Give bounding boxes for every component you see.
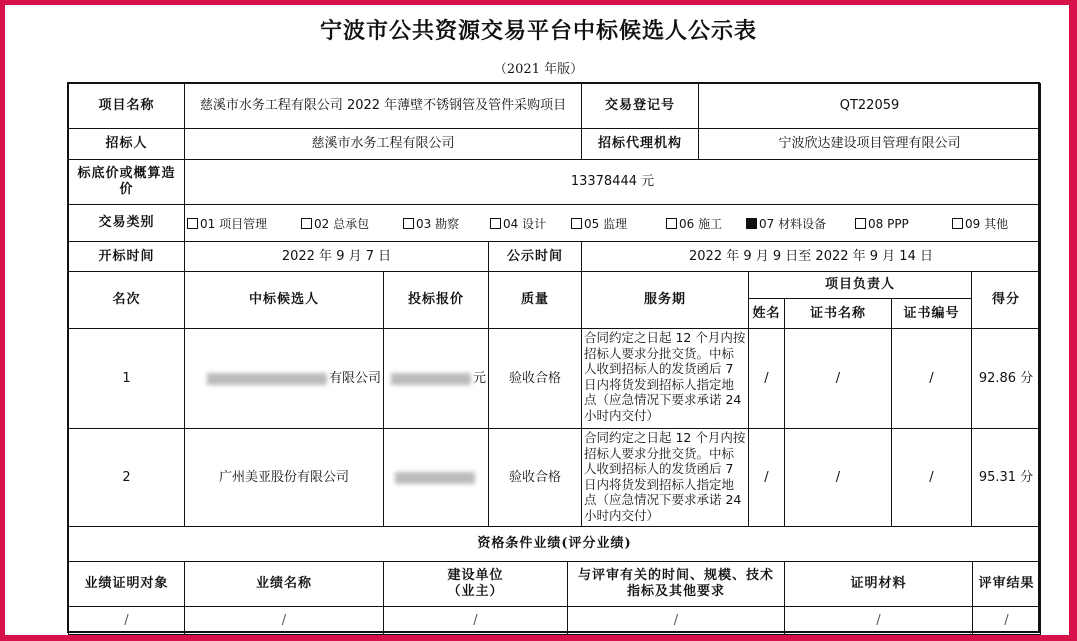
option-label: 01 项目管理 bbox=[200, 216, 268, 231]
manager-name-cell: / bbox=[748, 428, 785, 527]
option-label: 03 勘察 bbox=[416, 216, 460, 231]
category-options bbox=[184, 204, 1041, 242]
option-label: 07 材料设备 bbox=[759, 216, 827, 231]
category-option[interactable] bbox=[855, 205, 909, 242]
cert-no-header: 证书编号 bbox=[891, 298, 972, 329]
candidate-header: 中标候选人 bbox=[184, 271, 384, 329]
quality-header: 质量 bbox=[488, 271, 582, 329]
public-time-label: 公示时间 bbox=[488, 241, 582, 272]
category-option[interactable] bbox=[952, 205, 1008, 242]
announcement-table bbox=[67, 82, 1040, 633]
manager-name-header: 姓名 bbox=[748, 298, 785, 329]
registration-label: 交易登记号 bbox=[581, 83, 699, 129]
redacted-text bbox=[395, 472, 475, 484]
agent-label: 招标代理机构 bbox=[581, 128, 699, 160]
qual-header: 业绩证明对象 bbox=[68, 561, 185, 607]
qual-header: 业绩名称 bbox=[184, 561, 384, 607]
manager-header: 项目负责人 bbox=[748, 271, 972, 299]
qual-cell: / bbox=[383, 606, 568, 635]
qual-cell: / bbox=[68, 606, 185, 635]
tenderer-label: 招标人 bbox=[68, 128, 185, 160]
bid-cell bbox=[383, 428, 489, 527]
category-option[interactable] bbox=[746, 205, 826, 242]
qual-cell: / bbox=[567, 606, 785, 635]
checked-checkbox-icon bbox=[746, 218, 757, 229]
budget-value: 13378444 元 bbox=[184, 159, 1041, 205]
category-option[interactable] bbox=[301, 205, 369, 242]
registration-value: QT22059 bbox=[698, 83, 1041, 129]
candidate-name: 有限公司 bbox=[328, 370, 381, 386]
rank-header: 名次 bbox=[68, 271, 185, 329]
open-time-value: 2022 年 9 月 7 日 bbox=[184, 241, 489, 272]
checkbox-icon bbox=[187, 218, 198, 229]
option-label: 02 总承包 bbox=[314, 216, 370, 231]
service-cell: 合同约定之日起 12 个月内按招标人要求分批交货。中标人收到招标人的发货函后 7 日内将货发到招标人指定地点（应急情况下要求承诺 24 小时内交付） bbox=[581, 428, 749, 527]
open-time-label: 开标时间 bbox=[68, 241, 185, 272]
rank-cell: 2 bbox=[68, 428, 185, 527]
qual-cell: / bbox=[184, 606, 384, 635]
cert-no-cell: / bbox=[891, 428, 972, 527]
qual-cell: / bbox=[784, 606, 973, 635]
checkbox-icon bbox=[301, 218, 312, 229]
qual-cell: / bbox=[972, 606, 1041, 635]
checkbox-icon bbox=[490, 218, 501, 229]
rank-cell: 1 bbox=[68, 328, 185, 429]
quality-cell: 验收合格 bbox=[488, 428, 582, 527]
project-name-value: 慈溪市水务工程有限公司 2022 年薄壁不锈钢管及管件采购项目 bbox=[184, 83, 582, 129]
cert-name-cell: / bbox=[784, 428, 892, 527]
score-header: 得分 bbox=[971, 271, 1041, 329]
option-label: 04 设计 bbox=[503, 216, 547, 231]
bid-value: 元 bbox=[472, 370, 486, 386]
category-option[interactable] bbox=[403, 205, 459, 242]
option-label: 09 其他 bbox=[965, 216, 1009, 231]
score-cell: 92.86 分 bbox=[971, 328, 1041, 429]
cert-no-cell: / bbox=[891, 328, 972, 429]
manager-name-cell: / bbox=[748, 328, 785, 429]
qual-header: 建设单位 （业主） bbox=[383, 561, 568, 607]
checkbox-icon bbox=[952, 218, 963, 229]
qualification-title: 资格条件业绩(评分业绩) bbox=[68, 526, 1041, 562]
qual-header: 评审结果 bbox=[972, 561, 1041, 607]
category-label: 交易类别 bbox=[68, 204, 185, 242]
cert-name-header: 证书名称 bbox=[784, 298, 892, 329]
bid-cell bbox=[383, 328, 489, 429]
service-cell: 合同约定之日起 12 个月内按招标人要求分批交货。中标人收到招标人的发货函后 7 日内将货发到招标人指定地点（应急情况下要求承诺 24 小时内交付） bbox=[581, 328, 749, 429]
score-cell: 95.31 分 bbox=[971, 428, 1041, 527]
candidate-name-cell: 广州美亚股份有限公司 bbox=[184, 428, 384, 527]
redacted-text bbox=[391, 373, 471, 385]
checkbox-icon bbox=[571, 218, 582, 229]
category-option[interactable] bbox=[490, 205, 546, 242]
category-option[interactable] bbox=[187, 205, 267, 242]
checkbox-icon bbox=[403, 218, 414, 229]
qual-header: 与评审有关的时间、规模、技术指标及其他要求 bbox=[567, 561, 785, 607]
redacted-text bbox=[207, 373, 327, 385]
option-label: 08 PPP bbox=[868, 216, 909, 231]
checkbox-icon bbox=[666, 218, 677, 229]
page-title: 宁波市公共资源交易平台中标候选人公示表 bbox=[319, 18, 757, 44]
checkbox-icon bbox=[855, 218, 866, 229]
category-option[interactable] bbox=[666, 205, 722, 242]
candidate-name-cell bbox=[184, 328, 384, 429]
qual-header: 证明材料 bbox=[784, 561, 973, 607]
agent-value: 宁波欣达建设项目管理有限公司 bbox=[698, 128, 1041, 160]
cert-name-cell: / bbox=[784, 328, 892, 429]
bid-header: 投标报价 bbox=[383, 271, 489, 329]
tenderer-value: 慈溪市水务工程有限公司 bbox=[184, 128, 582, 160]
service-header: 服务期 bbox=[581, 271, 749, 329]
option-label: 06 施工 bbox=[679, 216, 723, 231]
quality-cell: 验收合格 bbox=[488, 328, 582, 429]
public-time-value: 2022 年 9 月 9 日至 2022 年 9 月 14 日 bbox=[581, 241, 1041, 272]
budget-label: 标底价或概算造价 bbox=[68, 159, 185, 205]
page-subtitle: （2021 年版） bbox=[493, 62, 584, 77]
project-name-label: 项目名称 bbox=[68, 83, 185, 129]
category-option[interactable] bbox=[571, 205, 627, 242]
option-label: 05 监理 bbox=[584, 216, 628, 231]
